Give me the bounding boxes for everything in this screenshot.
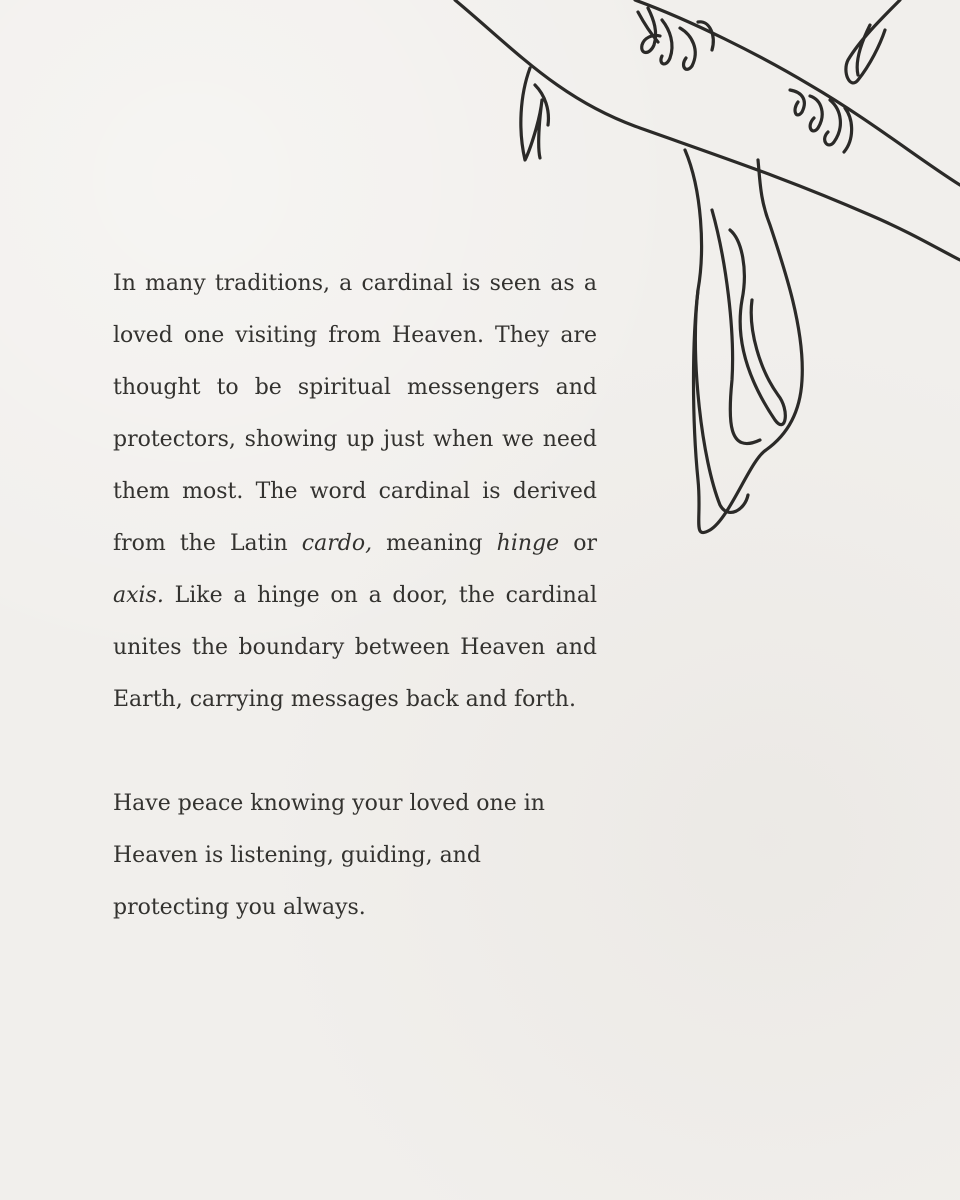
italic-word-axis: axis. [113, 583, 164, 608]
body-text [113, 258, 597, 934]
paragraph-text-or: or [559, 531, 597, 556]
bird-tail [712, 210, 785, 444]
bird-feet-right [790, 90, 852, 152]
paragraph-text-rest: Like a hinge on a door, the cardinal unites the boundary between Heaven and Earth, carrying messages back and forth. [113, 583, 597, 712]
italic-word-hinge: hinge [496, 531, 560, 556]
leaf-left [521, 68, 549, 160]
paragraph-have-peace: Have peace knowing your loved one in Heaven is listening, guiding, and protecting you always. [113, 791, 545, 920]
paragraph-cardinal-meaning [113, 258, 597, 726]
branch-upper-line [455, 0, 960, 260]
paragraph-text-intro: In many traditions, a cardinal is seen as a loved one visiting from Heaven. They are thought to be spiritual messengers and protectors, showing up just when we need them most. The word cardinal is derived from the Latin [113, 271, 597, 556]
paragraph-text-meaning: meaning [372, 531, 497, 556]
wing-right [846, 0, 900, 83]
italic-word-cardo: cardo, [301, 531, 373, 556]
bird-body [685, 150, 802, 533]
